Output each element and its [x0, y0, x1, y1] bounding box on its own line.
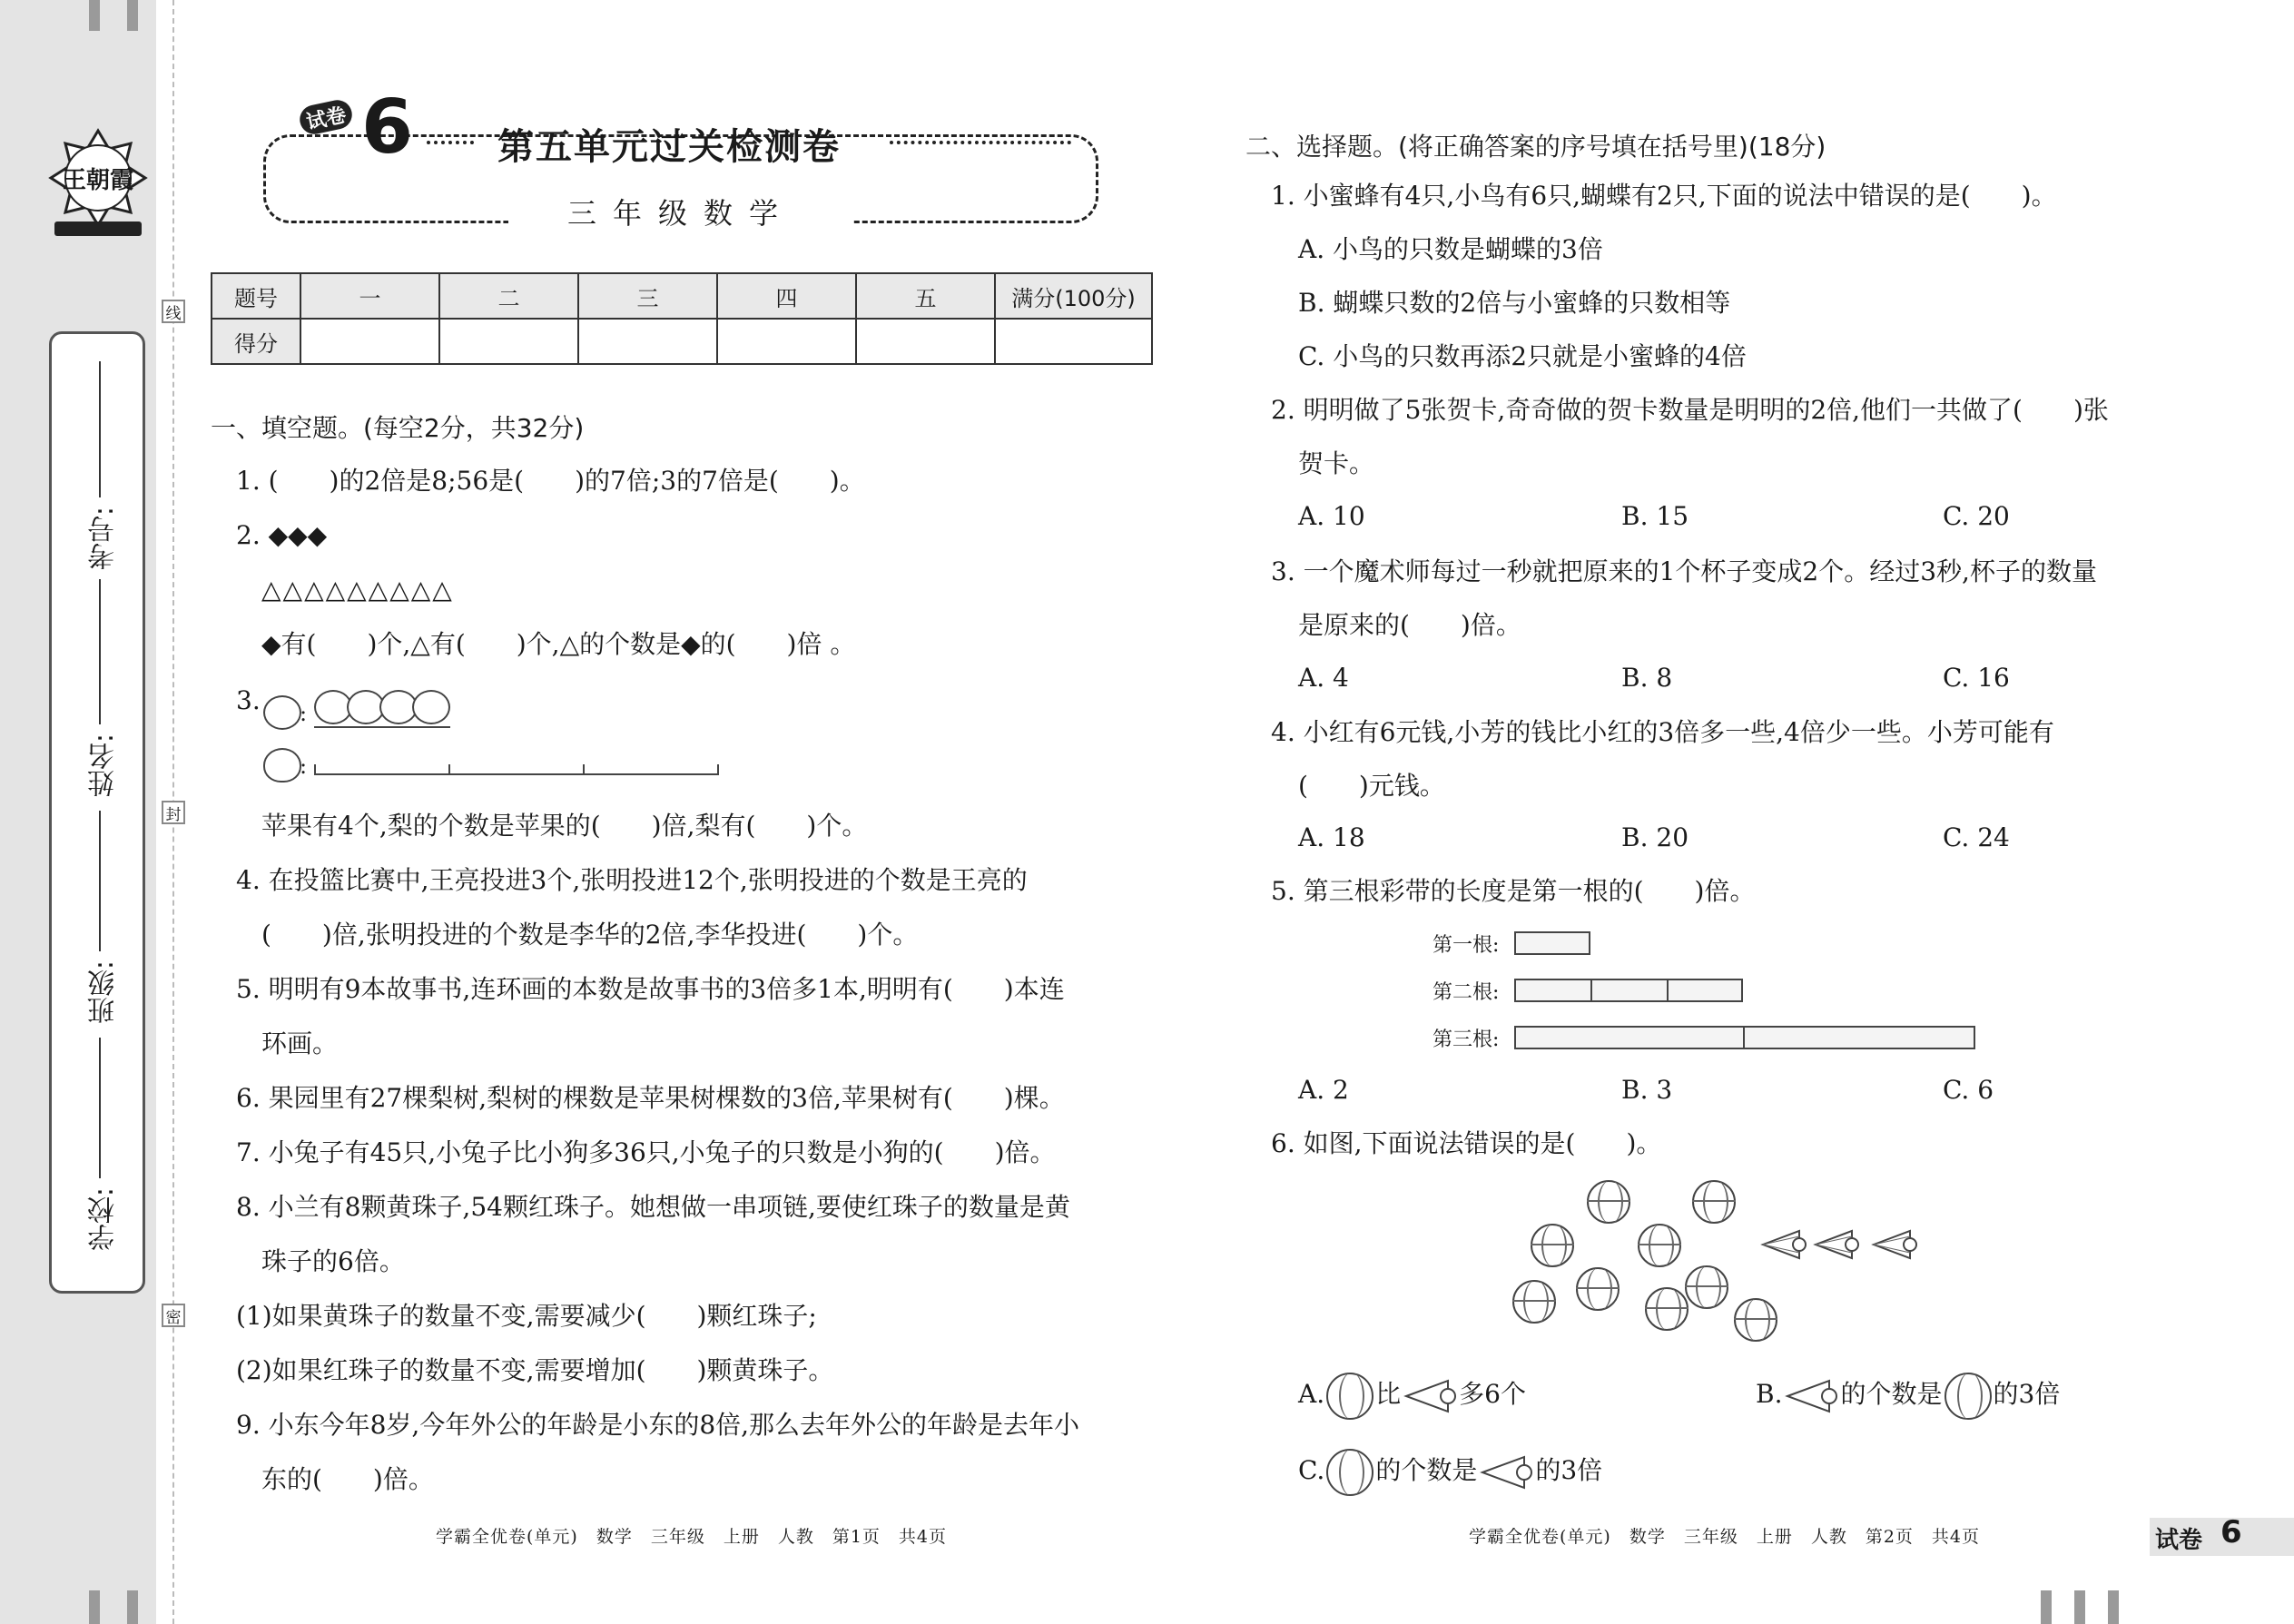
s2-q5-option-c: C. 6	[1943, 1075, 1994, 1105]
ribbon-label-2: 第二根:	[1433, 981, 1500, 1004]
table-cell: 满分(100分)	[995, 273, 1152, 319]
s2-q1: 1. 小蜜蜂有4只,小鸟有6只,蝴蝶有2只,下面的说法中错误的是( )。	[1271, 181, 2057, 211]
volleyball-icon	[1645, 1287, 1689, 1331]
s2-q1-option-a: A. 小鸟的只数是蝴蝶的3倍	[1298, 234, 1603, 264]
volleyball-icon	[1576, 1267, 1620, 1311]
score-input[interactable]	[578, 319, 717, 364]
s2-q6: 6. 如图,下面说法错误的是( )。	[1271, 1128, 1662, 1158]
ribbon-1	[1514, 931, 1590, 955]
s2-q2-option-a: A. 10	[1298, 501, 1365, 531]
score-input[interactable]	[300, 319, 439, 364]
s1-q8-line2: 珠子的6倍。	[261, 1246, 405, 1276]
volleyball-icon	[1944, 1373, 1992, 1420]
footer-left: 学霸全优卷(单元) 数学 三年级 上册 人教 第1页 共4页	[436, 1527, 948, 1547]
s2-q4-option-b: B. 20	[1621, 822, 1689, 852]
bind-mark	[89, 0, 100, 31]
class-line[interactable]	[99, 811, 101, 951]
s1-q3-number: 3.	[236, 685, 261, 715]
s1-q9-line2: 东的( )倍。	[261, 1464, 434, 1494]
s1-q2-head: 2. ◆◆◆	[236, 520, 328, 550]
s1-q8-sub1: (1)如果黄珠子的数量不变,需要减少( )颗红珠子;	[236, 1301, 817, 1331]
bind-mark	[2041, 1590, 2052, 1624]
option-text: 的3倍	[1535, 1455, 1603, 1485]
shuttlecock-icon	[1759, 1227, 1807, 1262]
title-dots-right	[890, 141, 1071, 144]
s2-q4-option-c: C. 24	[1943, 822, 2010, 852]
option-text: 的个数是	[1840, 1379, 1943, 1409]
s2-q4-line2: ( )元钱。	[1298, 771, 1445, 801]
name-label: 姓名:	[88, 733, 120, 798]
s1-q1: 1. ( )的2倍是8;56是( )的7倍;3的7倍是( )。	[236, 466, 865, 496]
ribbon-label-1: 第一根:	[1433, 934, 1500, 957]
score-input[interactable]	[439, 319, 578, 364]
option-text: 多6个	[1459, 1379, 1526, 1409]
s2-q3-option-c: C. 16	[1943, 663, 2010, 693]
ribbon-3	[1514, 1026, 1975, 1049]
s2-q4-option-a: A. 18	[1298, 822, 1365, 852]
volleyball-icon	[1512, 1280, 1556, 1324]
side-tag-secret: 密	[162, 1304, 185, 1327]
s1-q5-line1: 5. 明明有9本故事书,连环画的本数是故事书的3倍多1本,明明有( )本连	[236, 974, 1065, 1004]
s1-q4-line2: ( )倍,张明投进的个数是李华的2倍,李华投进( )个。	[261, 920, 919, 950]
s1-q3-text: 苹果有4个,梨的个数是苹果的( )倍,梨有( )个。	[261, 811, 868, 841]
shuttlecock-icon	[1479, 1452, 1533, 1493]
option-letter: A.	[1298, 1379, 1325, 1409]
shuttlecock-icon	[1784, 1375, 1838, 1417]
s1-q4-line1: 4. 在投篮比赛中,王亮投进3个,张明投进12个,张明投进的个数是王亮的	[236, 865, 1028, 895]
page-tag-label: 试卷	[2155, 1527, 2203, 1554]
ribbon-2	[1514, 979, 1743, 1002]
table-cell: 得分	[212, 319, 300, 364]
ribbon-label-3: 第三根:	[1433, 1029, 1500, 1051]
name-line[interactable]	[99, 579, 101, 724]
s2-q3-line1: 3. 一个魔术师每过一秒就把原来的1个杯子变成2个。经过3秒,杯子的数量	[1271, 556, 2097, 586]
s2-q2-line1: 2. 明明做了5张贺卡,奇奇做的贺卡数量是明明的2倍,他们一共做了( )张	[1271, 395, 2109, 425]
apple-icon	[412, 690, 450, 724]
quiz-number: 6	[361, 84, 414, 171]
s2-q3-line2: 是原来的( )倍。	[1298, 610, 1521, 640]
school-line[interactable]	[99, 1038, 101, 1178]
option-text: 的个数是	[1375, 1455, 1478, 1485]
s2-q1-option-b: B. 蝴蝶只数的2倍与小蜜蜂的只数相等	[1298, 288, 1731, 318]
bind-mark	[2074, 1590, 2085, 1624]
section2-title: 二、选择题。(将正确答案的序号填在括号里)(18分)	[1245, 132, 1826, 162]
option-text: 比	[1375, 1379, 1402, 1409]
bind-mark	[127, 0, 138, 31]
s1-q2-triangles: △△△△△△△△△	[261, 575, 454, 605]
s2-q5-option-a: A. 2	[1298, 1075, 1349, 1105]
section1-title: 一、填空题。(每空2分，共32分)	[211, 413, 585, 443]
footer-right: 学霸全优卷(单元) 数学 三年级 上册 人教 第2页 共4页	[1469, 1527, 1981, 1547]
bind-mark	[127, 1590, 138, 1624]
table-cell: 题号	[212, 273, 300, 319]
option-letter: C.	[1298, 1455, 1325, 1485]
table-cell: 三	[578, 273, 717, 319]
score-table	[211, 272, 1153, 365]
table-row	[212, 319, 1152, 364]
volleyball-icon	[1638, 1224, 1681, 1267]
quiz-badge: 试卷	[297, 97, 354, 136]
shuttlecock-icon	[1403, 1375, 1457, 1417]
page-title: 第五单元过关检测卷	[497, 126, 841, 168]
bind-mark	[89, 1590, 100, 1624]
score-input[interactable]	[995, 319, 1152, 364]
apple-baseline	[314, 726, 450, 728]
seal-text: 王朝霞	[62, 167, 133, 194]
volleyball-icon	[1326, 1373, 1373, 1420]
s1-q7: 7. 小兔子有45只,小兔子比小狗多36只,小兔子的只数是小狗的( )倍。	[236, 1137, 1056, 1167]
s1-q8-line1: 8. 小兰有8颗黄珠子,54颗红珠子。她想做一串项链,要使红珠子的数量是黄	[236, 1192, 1070, 1222]
option-letter: B.	[1756, 1379, 1783, 1409]
score-input[interactable]	[856, 319, 995, 364]
s2-q3-option-b: B. 8	[1621, 663, 1673, 693]
s1-q6: 6. 果园里有27棵梨树,梨树的棵数是苹果树棵数的3倍,苹果树有( )棵。	[236, 1083, 1065, 1113]
pear-line	[314, 773, 719, 775]
school-label: 学校:	[88, 1187, 120, 1252]
volleyball-icon	[1326, 1449, 1373, 1496]
score-input[interactable]	[717, 319, 856, 364]
s2-q6-option-c	[1298, 1445, 1602, 1496]
exam-no-label: 考号:	[88, 507, 120, 571]
option-text: 的3倍	[1993, 1379, 2061, 1409]
s2-q2-option-c: C. 20	[1943, 501, 2010, 531]
s2-q5: 5. 第三根彩带的长度是第一根的( )倍。	[1271, 876, 1756, 906]
s2-q3-option-a: A. 4	[1298, 663, 1349, 693]
pear-icon	[263, 748, 301, 782]
s1-q5-line2: 环画。	[261, 1029, 339, 1058]
table-cell: 四	[717, 273, 856, 319]
s2-q6-option-b	[1756, 1369, 2060, 1420]
s2-q6-option-a	[1298, 1369, 1526, 1420]
volleyball-icon	[1587, 1180, 1630, 1224]
apple-icon	[263, 695, 301, 730]
s1-q8-sub2: (2)如果红珠子的数量不变,需要增加( )颗黄珠子。	[236, 1355, 834, 1385]
volleyball-icon	[1531, 1224, 1574, 1267]
s2-q1-option-c: C. 小鸟的只数再添2只就是小蜜蜂的4倍	[1298, 341, 1747, 371]
volleyball-icon	[1734, 1298, 1777, 1342]
s1-q2-text: ◆有( )个,△有( )个,△的个数是◆的( )倍 。	[261, 629, 856, 659]
s2-q2-line2: 贺卡。	[1298, 448, 1375, 478]
s2-q2-option-b: B. 15	[1621, 501, 1689, 531]
subtitle: 三年级数学	[508, 191, 853, 232]
exam-no-line[interactable]	[99, 361, 101, 497]
table-cell: 一	[300, 273, 439, 319]
table-row	[212, 273, 1152, 319]
volleyball-icon	[1692, 1180, 1736, 1224]
brand-seal	[47, 127, 149, 245]
page-tag-number: 6	[2220, 1514, 2242, 1550]
shuttlecock-icon	[1870, 1227, 1917, 1262]
s2-q4-line1: 4. 小红有6元钱,小芳的钱比小红的3倍多一些,4倍少一些。小芳可能有	[1271, 717, 2054, 747]
shuttlecock-icon	[1812, 1227, 1859, 1262]
side-tag-line: 线	[162, 300, 185, 323]
s2-q5-option-b: B. 3	[1621, 1075, 1673, 1105]
table-cell: 二	[439, 273, 578, 319]
student-info-box	[49, 331, 145, 1294]
title-dots-left	[427, 141, 474, 144]
bind-mark	[2108, 1590, 2119, 1624]
table-cell: 五	[856, 273, 995, 319]
s1-q9-line1: 9. 小东今年8岁,今年外公的年龄是小东的8倍,那么去年外公的年龄是去年小	[236, 1410, 1080, 1440]
class-label: 班级:	[88, 960, 120, 1025]
side-tag-seal: 封	[162, 801, 185, 824]
volleyball-icon	[1685, 1265, 1728, 1309]
